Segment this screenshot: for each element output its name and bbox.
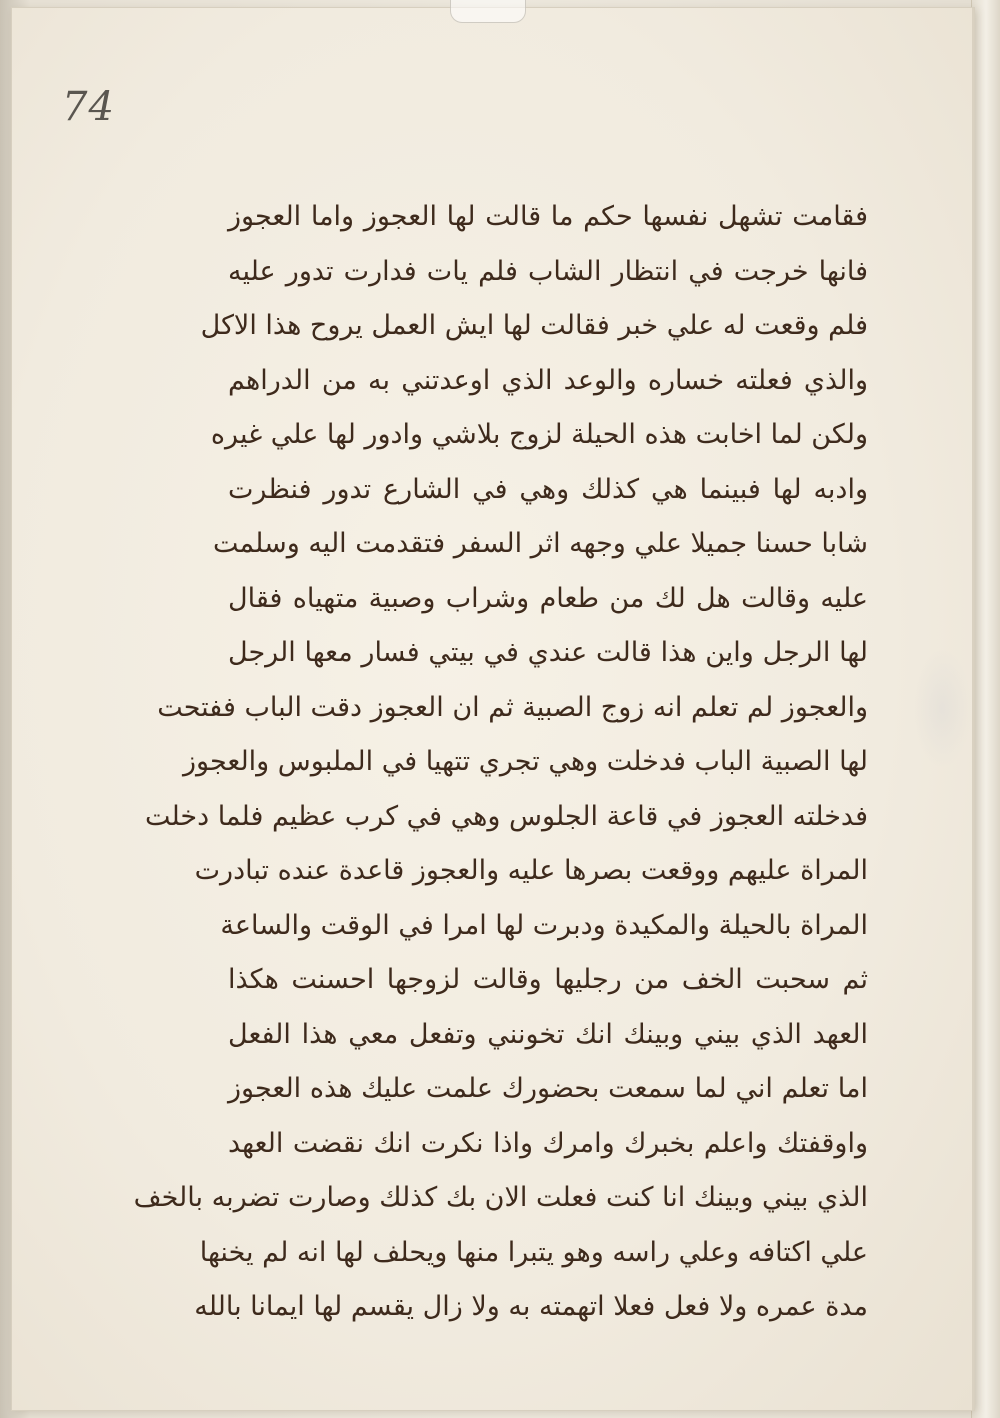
text-line: فلم وقعت له علي خبر فقالت لها ايش العمل يروح هذا الاكل [200,310,868,341]
text-line: ولكن لما اخابت هذه الحيلة لزوج بلاشي وادور لها علي غيره [210,419,868,450]
text-line: اما تعلم اني لما سمعت بحضورك علمت عليك هذه العجوز [228,1073,868,1104]
text-line: المراة بالحيلة والمكيدة ودبرت لها امرا في الوقت والساعة [220,909,868,941]
text-line: وادبه لها فبينما هي كذلك وهي في الشارع تدور فنظرت [228,473,868,505]
text-line: المراة عليهم ووقعت بصرها عليه والعجوز قاعدة عنده تبادرت [194,855,868,886]
text-line: لها الصبية الباب فدخلت وهي تجري تتهيا في الملبوس والعجوز [183,746,868,777]
text-line: مدة عمره ولا فعل فعلا اتهمته به ولا زال يقسم لها ايمانا بالله [194,1291,868,1322]
text-line: عليه وقالت هل لك من طعام وشراب وصبية متهياه فقال [228,582,868,614]
text-line: الذي بيني وبينك انا كنت فعلت الان بك كذلك وصارت تضربه بالخف [133,1182,868,1213]
text-line: والعجوز لم تعلم انه زوج الصبية ثم ان العجوز دقت الباب ففتحت [157,691,868,723]
folio-number: 74 [62,84,115,130]
text-line: والذي فعلته خساره والوعد الذي اوعدتني به من الدراهم [228,364,868,396]
text-line: علي اكتافه وعلي راسه وهو يتبرا منها ويحلف لها انه لم يخنها [199,1236,868,1268]
manuscript-text-block [133,190,868,1335]
text-line: العهد الذي بيني وبينك انك تخونني وتفعل معي هذا الفعل [228,1018,868,1050]
text-line: شابا حسنا جميلا علي وجهه اثر السفر فتقدمت اليه وسلمت [213,528,868,559]
mounting-hinge-tab [450,0,526,23]
next-page-edge [971,0,1000,1418]
ink-bleed-through [912,648,972,768]
text-line: واوقفتك واعلم بخبرك وامرك واذا نكرت انك نقضت العهد [228,1127,868,1159]
text-line: فانها خرجت في انتظار الشاب فلم يات فدارت تدور عليه [228,255,868,287]
text-line: لها الرجل واين هذا قالت عندي في بيتي فسار معها الرجل [228,637,868,668]
text-line: ثم سحبت الخف من رجليها وقالت لزوجها احسنت هكذا [228,964,868,995]
text-line: فدخلته العجوز في قاعة الجلوس وهي في كرب عظيم فلما دخلت [144,800,868,832]
text-line: فقامت تشهل نفسها حكم ما قالت لها العجوز واما العجوز [228,201,868,232]
